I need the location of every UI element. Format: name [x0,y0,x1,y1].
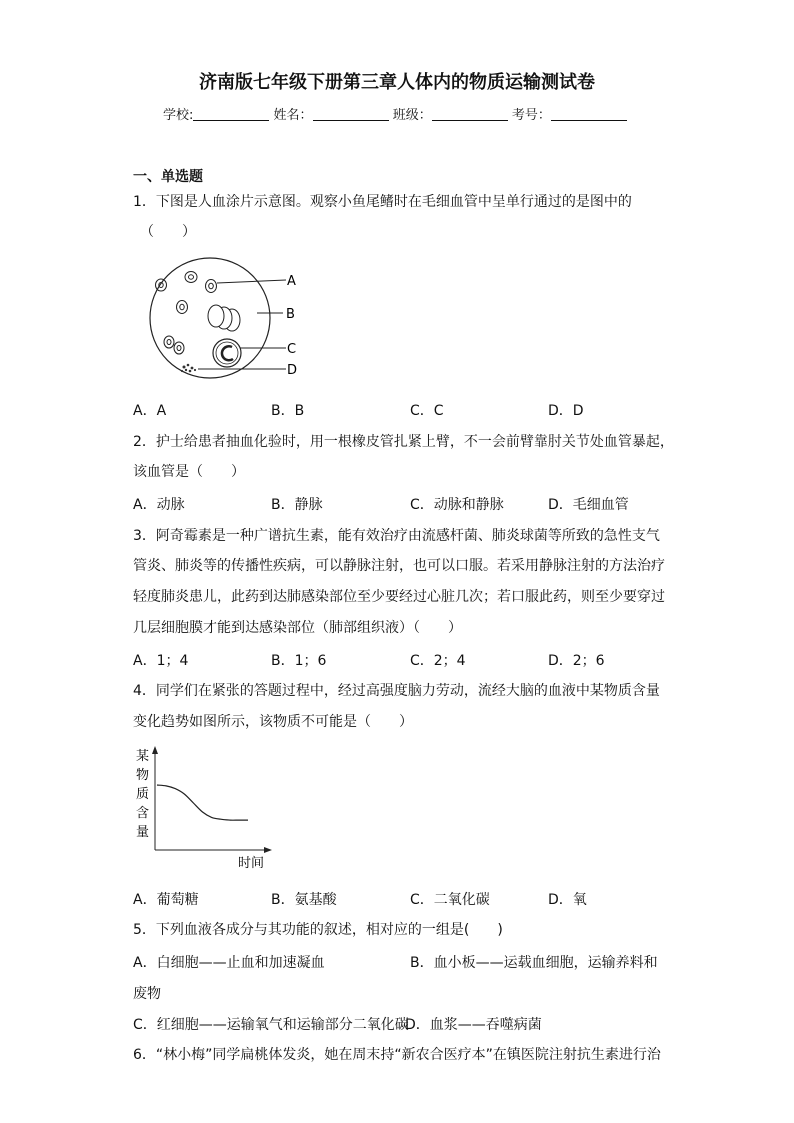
q5-option-d[interactable]: D．血浆——吞噬病菌 [405,1017,542,1033]
section-heading: 一、单选题 [133,169,203,185]
q3-option-a[interactable]: A．1；4 [133,653,189,669]
q3-option-b[interactable]: B．1；6 [271,653,327,669]
name-blank [313,106,389,121]
label-b: B [286,307,295,322]
name-label: 姓名： [273,108,313,123]
label-d: D [287,363,298,378]
q1-option-a[interactable]: A．A [133,403,167,419]
x-axis-arrow [264,847,272,853]
q2-line2: 该血管是（ ） [133,464,245,480]
school-label: 学校: [163,108,194,123]
white-blood-cell [213,339,241,367]
q4-option-a[interactable]: A．葡萄糖 [133,892,199,908]
chart-ylabel-char: 量 [136,825,150,840]
q3-option-c[interactable]: C．2；4 [410,653,466,669]
chart-ylabel-char: 质 [136,787,150,802]
school-blank [193,106,269,121]
q3-line3: 轻度肺炎患儿，此药到达肺感染部位至少要经过心脏几次；若口服此药，则至少要穿过 [133,589,665,605]
label-a: A [287,274,296,289]
chart-ylabel-char: 含 [136,806,150,821]
q3-line1: 3．阿奇霉素是一种广谱抗生素，能有效治疗由流感杆菌、肺炎球菌等所致的急性支气 [133,528,660,544]
q1-text: 1．下图是人血涂片示意图。观察小鱼尾鳍时在毛细血管中呈单行通过的是图中的 [133,194,632,210]
chart-ylabel [136,749,149,840]
number-blank [551,106,627,121]
q2-option-c[interactable]: C．动脉和静脉 [410,497,504,513]
q4-line1: 4．同学们在紧张的答题过程中，经过高强度脑力劳动，流经大脑的血液中某物质含量 [133,683,660,699]
trend-chart [130,743,280,873]
q3-option-d[interactable]: D．2；6 [548,653,605,669]
chart-xlabel: 时间 [238,856,265,871]
chart-ylabel-char: 物 [136,768,150,783]
q3-line4: 几层细胞膜才能到达感染部位（肺部组织液）（ ） [133,620,462,636]
q1-option-c[interactable]: C．C [410,403,444,419]
class-blank [432,106,508,121]
q5-text: 5．下列血液各成分与其功能的叙述，相对应的一组是( ) [133,922,503,938]
q1-bracket: （ ） [140,224,196,240]
q3-line2: 管炎、肺炎等的传播性疾病，可以静脉注射，也可以口服。若采用静脉注射的方法治疗 [133,558,665,574]
class-label: 班级： [392,108,432,123]
blood-smear-diagram [140,255,320,385]
q5-option-b-cont: 废物 [133,986,161,1002]
student-info-line [163,104,627,123]
y-axis-arrow [152,746,158,754]
number-label: 考号： [511,108,551,123]
q2-option-a[interactable]: A．动脉 [133,497,185,513]
series-line [157,785,248,820]
page-title: 济南版七年级下册第三章人体内的物质运输测试卷 [199,72,595,93]
q5-option-c[interactable]: C．红细胞——运输氧气和运输部分二氧化碳 [133,1017,409,1033]
q6-text: 6．“林小梅”同学扁桃体发炎，她在周末持“新农合医疗本”在镇医院注射抗生素进行治 [133,1047,661,1063]
q2-option-b[interactable]: B．静脉 [271,497,323,513]
q2-line1: 2．护士给患者抽血化验时，用一根橡皮管扎紧上臂，不一会前臂靠肘关节处血管暴起， [133,434,674,450]
q2-option-d[interactable]: D．毛细血管 [548,497,629,513]
q4-option-d[interactable]: D．氧 [548,892,587,908]
label-c: C [287,342,297,357]
q1-option-d[interactable]: D．D [548,403,584,419]
q5-option-a[interactable]: A．白细胞——止血和加速凝血 [133,955,325,971]
chart-ylabel-char: 某 [136,749,150,764]
q1-option-b[interactable]: B．B [271,403,305,419]
q4-line2: 变化趋势如图所示，该物质不可能是（ ） [133,714,413,730]
q4-option-b[interactable]: B．氨基酸 [271,892,337,908]
q4-option-c[interactable]: C．二氧化碳 [410,892,490,908]
q5-option-b[interactable]: B．血小板——运载血细胞，运输养料和 [410,955,658,971]
